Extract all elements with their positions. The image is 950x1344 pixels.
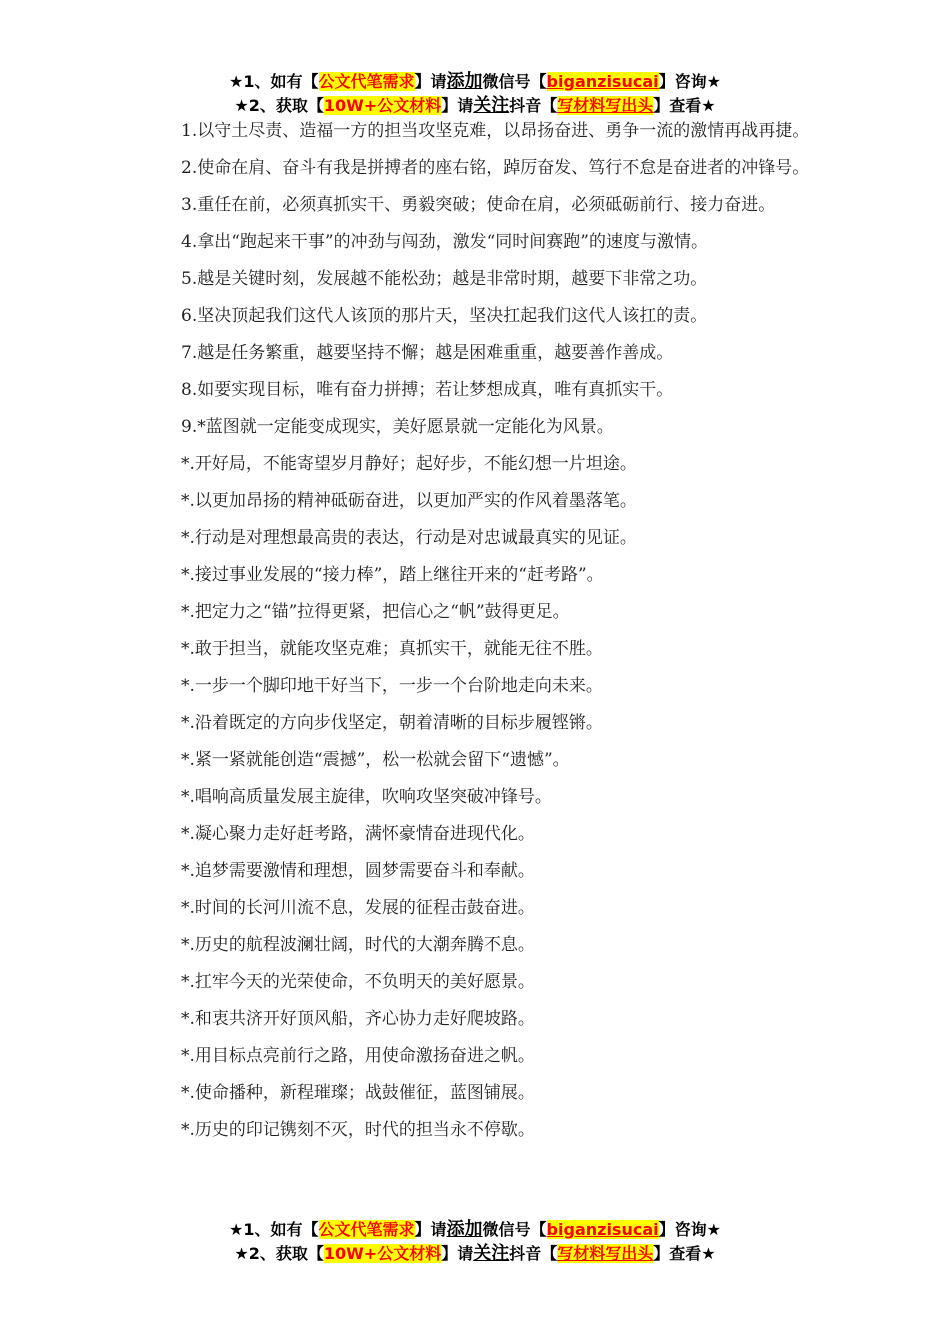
list-item: *.沿着既定的方向步伐坚定，朝着清晰的目标步履铿锵。: [181, 713, 603, 733]
list-item: *.接过事业发展的“接力棒”，踏上继往开来的“赶考路”。: [181, 565, 604, 585]
list-item: 9.*蓝图就一定能变成现实，美好愿景就一定能化为风景。: [181, 417, 614, 437]
list-item: 3.重任在前，必须真抓实干、勇毅突破；使命在肩，必须砥砺前行、接力奋进。: [181, 195, 776, 215]
banner-text: 微信号【: [482, 72, 547, 91]
banner-highlight: 公文代笔需求: [318, 72, 415, 91]
list-item: 2.使命在肩、奋斗有我是拼搏者的座右铭，踔厉奋发、笃行不怠是奋进者的冲锋号。: [181, 158, 810, 178]
banner-highlight: 公文代笔需求: [318, 1220, 415, 1239]
banner-emphasis: 关注: [473, 95, 510, 116]
top-banner-line-2: [0, 94, 950, 118]
list-item: *.和衷共济开好顶风船，齐心协力走好爬坡路。: [181, 1009, 535, 1029]
banner-text: 】请: [441, 96, 474, 115]
list-item: *.一步一个脚印地干好当下，一步一个台阶地走向未来。: [181, 676, 603, 696]
list-item: *.敢于担当，就能攻坚克难；真抓实干，就能无往不胜。: [181, 639, 603, 659]
banner-text: ★1、如有【: [229, 1220, 319, 1239]
banner-text: 】请: [414, 72, 447, 91]
list-item: *.把定力之“锚”拉得更紧，把信心之“帆”鼓得更足。: [181, 602, 570, 622]
list-item: *.历史的航程波澜壮阔，时代的大潮奔腾不息。: [181, 935, 535, 955]
list-item: *.时间的长河川流不息，发展的征程击鼓奋进。: [181, 898, 535, 918]
bottom-banner-line-2: [0, 1242, 950, 1266]
banner-text: ★2、获取【: [234, 96, 324, 115]
banner-emphasis: 关注: [473, 1243, 510, 1264]
bottom-banner-line-1: [0, 1218, 950, 1242]
list-item: 7.越是任务繁重，越要坚持不懈；越是困难重重，越要善作善成。: [181, 343, 674, 363]
banner-wechat-id: biganzisucai: [546, 72, 659, 91]
banner-emphasis: 添加: [446, 71, 483, 92]
list-item: 1.以守土尽责、造福一方的担当攻坚克难，以昂扬奋进、勇争一流的激情再战再捷。: [181, 121, 810, 141]
list-item: *.唱响高质量发展主旋律，吹响攻坚突破冲锋号。: [181, 787, 552, 807]
list-item: 6.坚决顶起我们这代人该顶的那片天，坚决扛起我们这代人该扛的责。: [181, 306, 708, 326]
banner-text: 抖音【: [509, 96, 558, 115]
banner-douyin-id: 写材料写出头: [557, 96, 654, 115]
banner-text: ★1、如有【: [229, 72, 319, 91]
banner-emphasis: 添加: [446, 1219, 483, 1240]
banner-text: 微信号【: [482, 1220, 547, 1239]
list-item: *.用目标点亮前行之路，用使命激扬奋进之帆。: [181, 1046, 535, 1066]
list-item: *.历史的印记镌刻不灭，时代的担当永不停歇。: [181, 1120, 535, 1140]
document-body: [145, 119, 810, 1155]
banner-text: 】查看★: [653, 96, 716, 115]
list-item: *.使命播种，新程璀璨；战鼓催征，蓝图铺展。: [181, 1083, 535, 1103]
list-item: *.以更加昂扬的精神砥砺奋进，以更加严实的作风着墨落笔。: [181, 491, 637, 511]
banner-text: 】咨询★: [658, 72, 721, 91]
banner-text: 】咨询★: [658, 1220, 721, 1239]
list-item: *.追梦需要激情和理想，圆梦需要奋斗和奉献。: [181, 861, 535, 881]
list-item: *.开好局，不能寄望岁月静好；起好步，不能幻想一片坦途。: [181, 454, 637, 474]
list-item: *.紧一紧就能创造“震撼”，松一松就会留下“遗憾”。: [181, 750, 570, 770]
list-item: 8.如要实现目标，唯有奋力拼搏；若让梦想成真，唯有真抓实干。: [181, 380, 674, 400]
banner-text: 抖音【: [509, 1244, 558, 1263]
banner-douyin-id: 写材料写出头: [557, 1244, 654, 1263]
banner-text: 】请: [414, 1220, 447, 1239]
list-item: 5.越是关键时刻，发展越不能松劲；越是非常时期，越要下非常之功。: [181, 269, 708, 289]
top-banner-line-1: [0, 70, 950, 94]
banner-highlight: 10W+公文材料: [323, 96, 442, 115]
list-item: *.凝心聚力走好赶考路，满怀豪情奋进现代化。: [181, 824, 535, 844]
list-item: *.行动是对理想最高贵的表达，行动是对忠诚最真实的见证。: [181, 528, 637, 548]
list-item: 4.拿出“跑起来干事”的冲劲与闯劲，激发“同时间赛跑”的速度与激情。: [181, 232, 708, 252]
banner-text: 】查看★: [653, 1244, 716, 1263]
banner-text: ★2、获取【: [234, 1244, 324, 1263]
banner-highlight: 10W+公文材料: [323, 1244, 442, 1263]
list-item: *.扛牢今天的光荣使命，不负明天的美好愿景。: [181, 972, 535, 992]
banner-wechat-id: biganzisucai: [546, 1220, 659, 1239]
banner-text: 】请: [441, 1244, 474, 1263]
